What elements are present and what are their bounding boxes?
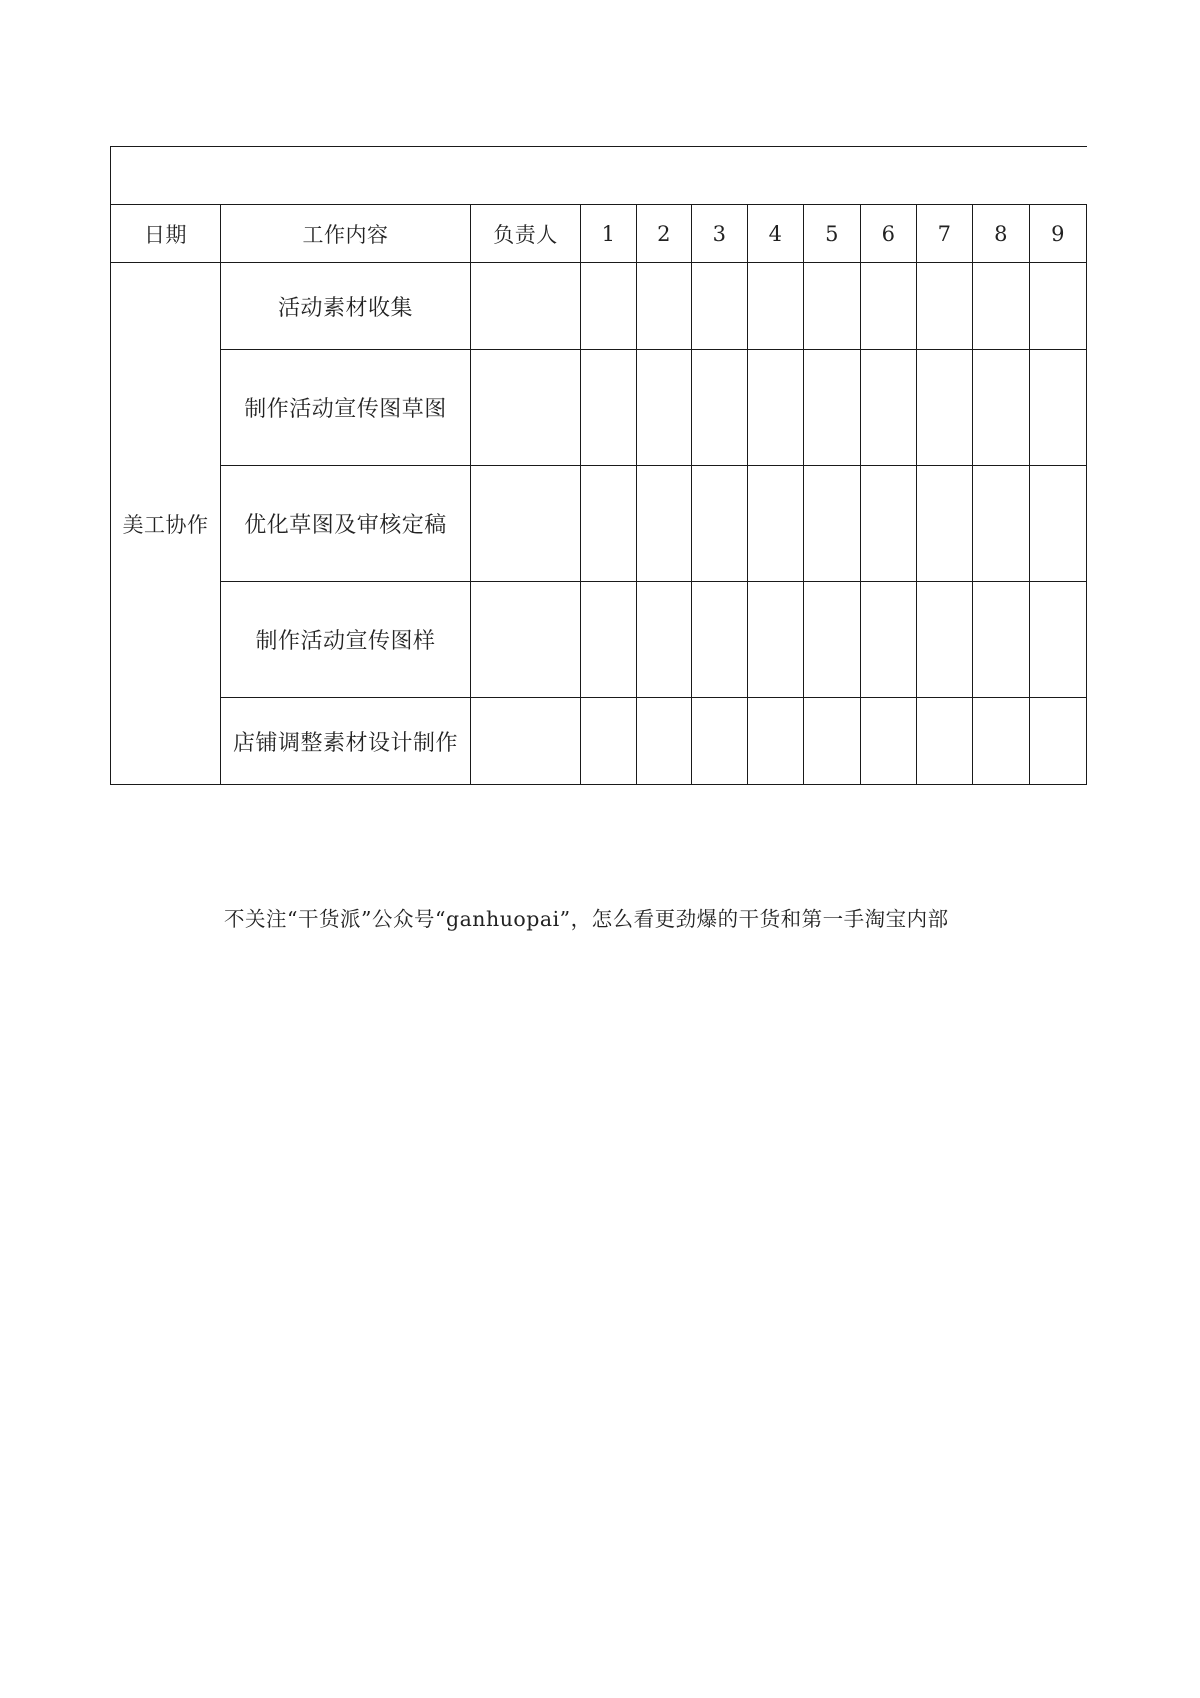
header-content: 工作内容 xyxy=(221,205,471,263)
day-cell xyxy=(1030,698,1087,785)
task-cell: 活动素材收集 xyxy=(221,263,471,350)
day-cell xyxy=(804,263,861,350)
schedule-table xyxy=(110,146,1087,785)
header-day-1: 1 xyxy=(581,205,637,263)
day-cell xyxy=(917,350,973,466)
day-cell xyxy=(581,698,637,785)
table-row xyxy=(111,698,1087,785)
header-day-6: 6 xyxy=(861,205,917,263)
day-cell xyxy=(637,350,692,466)
day-cell xyxy=(1030,263,1087,350)
category-cell: 美工协作 xyxy=(111,263,221,785)
day-cell xyxy=(581,263,637,350)
day-cell xyxy=(973,582,1030,698)
header-day-7: 7 xyxy=(917,205,973,263)
day-cell xyxy=(973,263,1030,350)
day-cell xyxy=(748,263,804,350)
day-cell xyxy=(748,466,804,582)
owner-cell xyxy=(471,582,581,698)
header-owner: 负责人 xyxy=(471,205,581,263)
day-cell xyxy=(804,466,861,582)
header-day-9: 9 xyxy=(1030,205,1087,263)
day-cell xyxy=(692,350,748,466)
footer-note: 不关注“干货派”公众号“ganhuopai”，怎么看更劲爆的干货和第一手淘宝内部 xyxy=(224,907,949,931)
day-cell xyxy=(804,350,861,466)
title-row xyxy=(111,147,1087,205)
table-row xyxy=(111,263,1087,350)
day-cell xyxy=(917,698,973,785)
task-cell: 优化草图及审核定稿 xyxy=(221,466,471,582)
day-cell xyxy=(692,263,748,350)
day-cell xyxy=(1030,466,1087,582)
day-cell xyxy=(748,698,804,785)
task-cell: 制作活动宣传图草图 xyxy=(221,350,471,466)
day-cell xyxy=(581,350,637,466)
header-day-5: 5 xyxy=(804,205,861,263)
day-cell xyxy=(861,350,917,466)
day-cell xyxy=(861,582,917,698)
day-cell xyxy=(804,698,861,785)
day-cell xyxy=(581,582,637,698)
table-row xyxy=(111,350,1087,466)
day-cell xyxy=(637,263,692,350)
day-cell xyxy=(973,466,1030,582)
owner-cell xyxy=(471,263,581,350)
day-cell xyxy=(973,350,1030,466)
owner-cell xyxy=(471,466,581,582)
header-day-2: 2 xyxy=(637,205,692,263)
day-cell xyxy=(861,263,917,350)
day-cell xyxy=(748,582,804,698)
day-cell xyxy=(861,466,917,582)
day-cell xyxy=(917,466,973,582)
day-cell xyxy=(1030,350,1087,466)
header-row xyxy=(111,205,1087,263)
day-cell xyxy=(861,698,917,785)
header-date: 日期 xyxy=(111,205,221,263)
day-cell xyxy=(581,466,637,582)
table-row xyxy=(111,466,1087,582)
day-cell xyxy=(917,263,973,350)
header-day-3: 3 xyxy=(692,205,748,263)
task-cell: 店铺调整素材设计制作 xyxy=(221,698,471,785)
day-cell xyxy=(637,466,692,582)
task-cell: 制作活动宣传图样 xyxy=(221,582,471,698)
table-row xyxy=(111,582,1087,698)
day-cell xyxy=(637,582,692,698)
header-day-8: 8 xyxy=(973,205,1030,263)
owner-cell xyxy=(471,350,581,466)
day-cell xyxy=(804,582,861,698)
day-cell xyxy=(692,466,748,582)
day-cell xyxy=(692,698,748,785)
day-cell xyxy=(917,582,973,698)
day-cell xyxy=(637,698,692,785)
day-cell xyxy=(1030,582,1087,698)
day-cell xyxy=(748,350,804,466)
day-cell xyxy=(692,582,748,698)
owner-cell xyxy=(471,698,581,785)
header-day-4: 4 xyxy=(748,205,804,263)
day-cell xyxy=(973,698,1030,785)
table-title xyxy=(111,147,1087,205)
